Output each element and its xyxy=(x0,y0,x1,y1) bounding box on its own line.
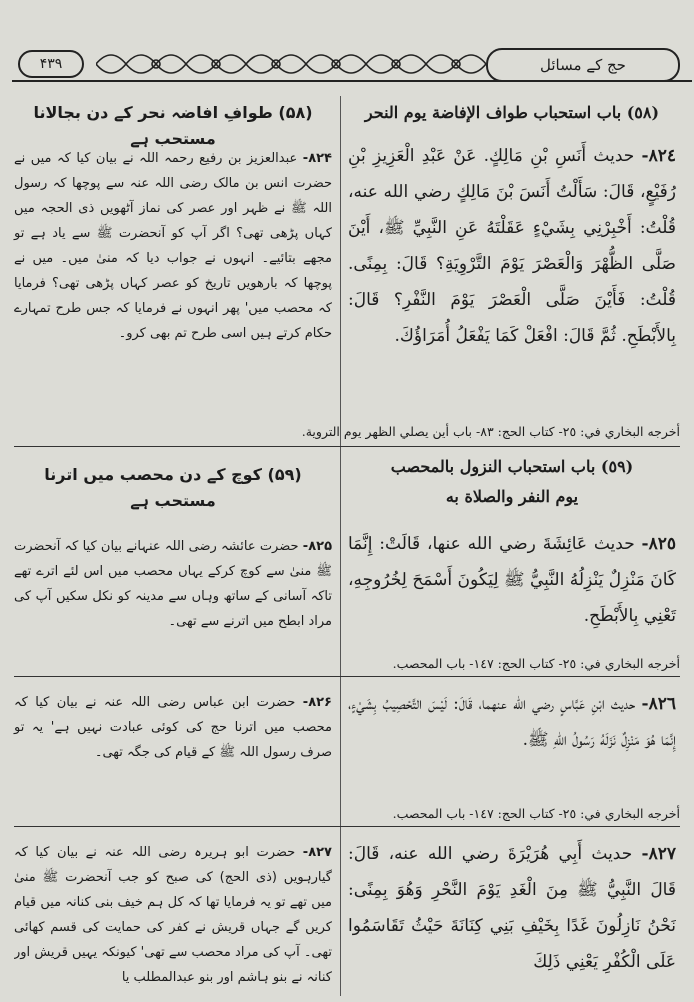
urdu-heading-59: (۵۹) کوچ کے دن محصب میں اترنا مستحب ہے xyxy=(44,465,302,510)
hadith-text: حديث أَنَسِ بْنِ مَالِكٍ. عَنْ عَبْدِ الْعَزِيزِ بْنِ رُفَيْعٍ، قَالَ: سَأَلْتُ أَنَسَ بْنَ مَالِكٍ رضي الله عنه، قُلْتُ: أَخْبِرْنِي بِشَيْءٍ عَقَلْتَهُ عَنِ النَّبِيِّ ﷺ، أَيْنَ صَلَّى الظُّهْرَ وَالْعَصْرَ يَوْمَ التَّرْوِيَةِ؟ قَالَ: بِمِنًى. قُلْتُ: فَأَيْنَ صَلَّى الْعَصْرَ يَوْمَ النَّفْرِ؟ قَالَ: بِالأَبْطَحِ. ثُمَّ قَالَ: افْعَلْ كَمَا يَفْعَلُ أُمَرَاؤُكَ. xyxy=(348,146,676,346)
section-divider xyxy=(14,676,680,677)
chapter-title: حج کے مسائل xyxy=(486,48,680,82)
hadith-826-urdu xyxy=(14,690,332,780)
arabic-heading-59-line1: (٥٩) باب استحباب النزول بالمحصب xyxy=(390,457,634,476)
hadith-827-arabic xyxy=(348,836,676,996)
header-rule xyxy=(12,80,692,82)
reference-825: أخرجه البخاري في: ٢٥- كتاب الحج: ١٤٧- باب المحصب. xyxy=(392,656,680,671)
hadith-text: حديث عَائِشَةَ رضي الله عنها، قَالَتْ: إِنَّمَا كَانَ مَنْزِلٌ يَنْزِلُهُ النَّبِيُّ ﷺ لِيَكُونَ أَسْمَحَ لِخُرُوجِهِ، تَعْنِي بِالأَبْطَحِ. xyxy=(348,534,676,626)
hadith-825-urdu xyxy=(14,534,332,644)
hadith-number: ۸۲۴- xyxy=(302,151,332,166)
hadith-824-arabic xyxy=(348,138,676,408)
hadith-number: ۸۲۷- xyxy=(302,845,332,860)
hadith-number: ۸۲۶- xyxy=(302,695,332,710)
reference-826: أخرجه البخاري في: ٢٥- كتاب الحج: ١٤٧- باب المحصب. xyxy=(392,806,680,821)
hadith-826-arabic xyxy=(348,686,676,798)
reference-824: أخرجه البخاري في: ٢٥- كتاب الحج: ٨٣- باب أين يصلي الظهر يوم التروية. xyxy=(301,424,680,439)
urdu-heading-58: (۵۸) طوافِ افاضہ نحر کے دن بجالانا مستحب ہے xyxy=(33,103,313,148)
hadith-825-arabic xyxy=(348,526,676,652)
translation-text: حضرت ابو ہریرہ رضی اللہ عنہ نے بیان کیا کہ گیارہویں (ذی الحج) کی صبح کو جب آنحضرت ﷺ منیٰ میں تھے تو یہ فرمایا تھا کہ کل ہم خیف بنی کنانہ میں قیام کریں گے جہاں قریش نے کفر کی حمایت کی قسم کھائی تھی۔ آپ کی مراد محصب سے تھی' کیونکہ یہیں قریش اور کنانہ نے بنو ہاشم اور بنو عبدالمطلب یا xyxy=(14,845,332,985)
hadith-number: ٨٢٤- xyxy=(641,146,676,166)
hadith-text: حديث ابْنِ عَبَّاسٍ رضي الله عنهما، قَالَ: لَيْسَ التَّحْصِيبُ بِشَيْءٍ، إِنَّمَا هُوَ مَنْزِلٌ نَزَلَهُ رَسُولُ اللهِ ﷺ. xyxy=(348,694,676,750)
arabic-heading-59-line2: يوم النفر والصلاة به xyxy=(445,487,579,506)
translation-text: حضرت عائشہ رضی اللہ عنہانے بیان کیا کہ آنحضرت ﷺ منیٰ سے کوچ کرکے یہاں محصب میں اس لئے اترے تھے تاکہ آسانی کے ساتھ وہاں سے مدینہ کو نکل سکیں آپ کی مراد ابطح میں اترنے سے تھی۔ xyxy=(14,539,332,629)
hadith-number: ٨٢٦- xyxy=(641,694,676,714)
ornament-border-icon xyxy=(96,48,496,80)
page-header xyxy=(12,42,682,88)
hadith-824-urdu xyxy=(14,146,332,376)
hadith-number: ۸۲۵- xyxy=(302,539,333,554)
hadith-number: ٨٢٧- xyxy=(641,844,676,864)
translation-text: حضرت ابن عباس رضی اللہ عنہ نے بیان کیا کہ محصب میں اترنا حج کی کوئی عبادت نہیں ہے' یہ تو صرف رسول اللہ ﷺ کے قیام کی جگہ تھی۔ xyxy=(14,695,332,760)
column-divider xyxy=(340,96,341,996)
section-divider xyxy=(14,826,680,827)
arabic-heading-58: (٥٨) باب استحباب طواف الإفاضة يوم النحر xyxy=(364,103,660,122)
hadith-number: ٨٢٥- xyxy=(641,534,677,554)
hadith-827-urdu xyxy=(14,840,332,996)
hadith-text: حديث أَبِي هُرَيْرَةَ رضي الله عنه، قَالَ: قَالَ النَّبِيُّ ﷺ مِنَ الْغَدِ يَوْمَ النَّحْرِ وَهُوَ بِمِنًى: نَحْنُ نَازِلُونَ غَدًا بِخَيْفِ بَنِي كِنَانَةَ حَيْثُ تَقَاسَمُوا عَلَى الْكُفْرِ يَعْنِي ذَلِكَ xyxy=(348,844,676,972)
page-number: ۴۳۹ xyxy=(18,50,84,78)
section-divider xyxy=(14,446,680,447)
translation-text: عبدالعزیز بن رفیع رحمہ اللہ نے بیان کیا کہ میں نے حضرت انس بن مالک رضی اللہ عنہ سے پوچھا کہ رسول اللہ ﷺ نے ظہر اور عصر کی نماز آٹھویں ذی الحجہ میں کہاں پڑھی تھی؟ اگر آپ کو آنحضرت ﷺ سے یاد ہے تو مجھے بتائیے۔ انہوں نے جواب دیا کہ منیٰ میں۔ میں نے پوچھا کہ بارھویں تاریخ کو عصر کہاں پڑھی تھی؟ فرمایا کہ محصب میں' پھر انہوں نے فرمایا کہ جس طرح تمہارے حکام کرتے ہیں اسی طرح تم بھی کرو۔ xyxy=(14,151,332,341)
